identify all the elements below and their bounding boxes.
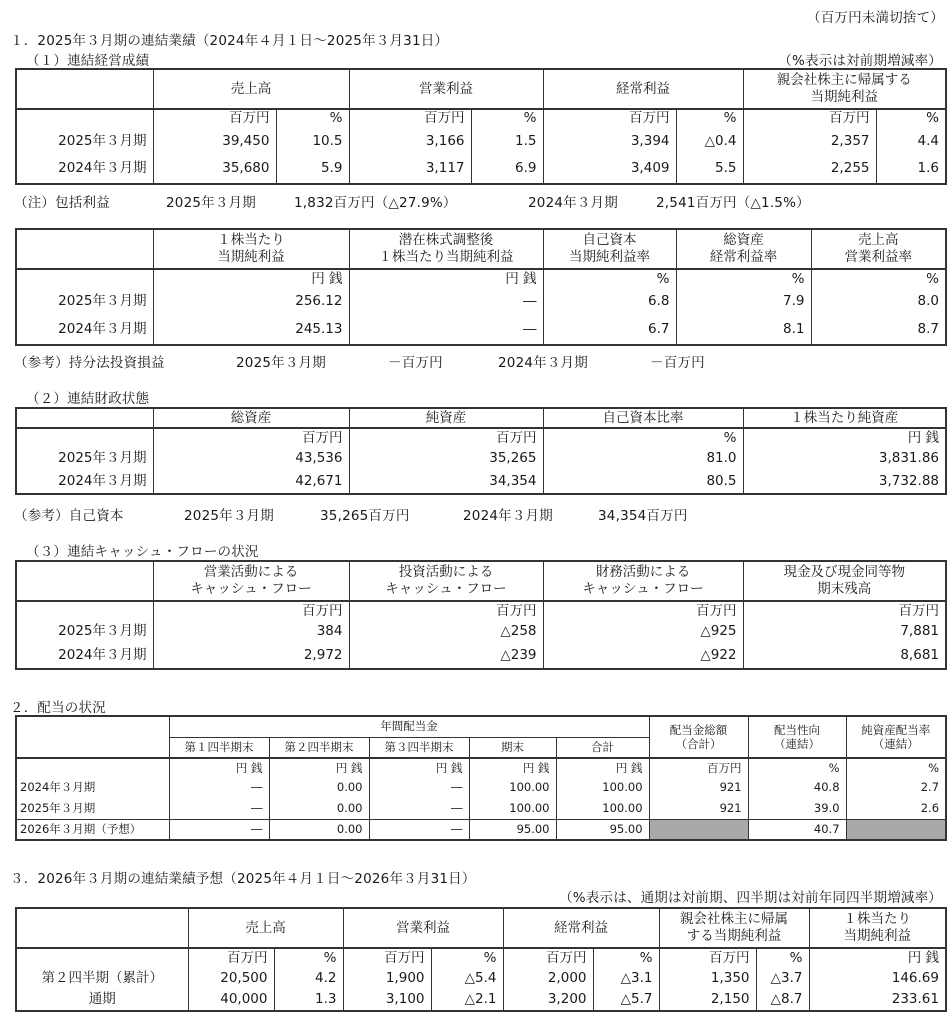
comprehensive-income-period1: 2025年３月期 xyxy=(166,195,256,211)
header-forecast-net-income xyxy=(659,908,809,948)
value-cell: 81.0 xyxy=(543,448,743,470)
header-investing-cf-line1: 投資活動による xyxy=(398,564,494,581)
value-cell: 100.00 xyxy=(469,778,556,798)
unit-cell: 百万円 xyxy=(743,601,946,621)
unit-row-label xyxy=(16,948,188,968)
header-roa-line1: 総資産 xyxy=(723,232,764,249)
value-cell: 39,450 xyxy=(153,128,276,155)
table-row xyxy=(16,448,946,470)
comprehensive-income-period2: 2024年３月期 xyxy=(528,195,618,211)
value-cell: 40.7 xyxy=(748,819,846,840)
section1-sub1-note: （%表示は対前期増減率） xyxy=(778,53,942,69)
section3-title: ３．2026年３月期の連結業績予想（2025年４月１日～2026年３月31日） xyxy=(10,871,476,887)
value-cell: 95.00 xyxy=(556,819,649,840)
value-cell: 245.13 xyxy=(153,315,349,345)
header-payout-ratio xyxy=(748,716,846,758)
value-cell: 1,900 xyxy=(343,968,431,989)
row-label: 2025年３月期 xyxy=(16,289,153,315)
value-cell: 8,681 xyxy=(743,643,946,669)
unit-row-label xyxy=(16,758,169,778)
header-roa-line2: 経常利益率 xyxy=(709,249,778,265)
header-operating-income: 営業利益 xyxy=(349,69,543,109)
unit-cell: % xyxy=(543,428,743,448)
value-cell: △3.1 xyxy=(593,968,659,989)
value-cell: ― xyxy=(169,819,269,840)
value-cell: 34,354 xyxy=(349,470,543,494)
value-cell: ― xyxy=(369,778,469,798)
table-row xyxy=(16,621,946,643)
value-cell: 2,357 xyxy=(743,128,876,155)
unit-cell: 百万円 xyxy=(349,601,543,621)
unit-cell: % xyxy=(543,269,676,289)
corner-cell xyxy=(16,716,169,758)
value-cell: 921 xyxy=(649,798,748,819)
header-equity-ratio: 自己資本比率 xyxy=(543,408,743,428)
comprehensive-income-value2: 2,541百万円（△1.5%） xyxy=(656,195,810,211)
header-total-dividends-line1: 配当金総額 xyxy=(669,722,728,737)
header-operating-margin-line1: 売上高 xyxy=(858,232,899,249)
header-forecast-eps xyxy=(809,908,946,948)
header-total-assets: 総資産 xyxy=(153,408,349,428)
unit-cell: % xyxy=(676,109,743,128)
unit-cell: 円 銭 xyxy=(369,758,469,778)
value-cell: △5.4 xyxy=(431,968,503,989)
value-cell: 3,166 xyxy=(349,128,471,155)
header-forecast-net-income-line2: する当期純利益 xyxy=(686,928,782,944)
value-cell: ― xyxy=(369,819,469,840)
header-operating-cf-line2: キャッシュ・フロー xyxy=(190,581,312,597)
value-cell: ― xyxy=(349,289,543,315)
forecast-table xyxy=(15,907,947,1012)
table-row xyxy=(16,643,946,669)
header-eps-line1: １株当たり xyxy=(217,232,285,249)
unit-cell: 円 銭 xyxy=(743,428,946,448)
value-cell: 40,000 xyxy=(188,989,274,1011)
unit-cell: 百万円 xyxy=(743,109,876,128)
header-diluted-eps-line2: １株当たり当期純利益 xyxy=(378,249,514,265)
equity-ref-period1: 2025年３月期 xyxy=(184,508,274,524)
value-cell: 39.0 xyxy=(748,798,846,819)
value-cell: 35,265 xyxy=(349,448,543,470)
header-forecast-sales: 売上高 xyxy=(188,908,343,948)
value-cell: 2.6 xyxy=(846,798,946,819)
value-cell: 5.9 xyxy=(276,155,349,184)
row-label: 2025年３月期 xyxy=(16,798,169,819)
header-doe xyxy=(846,716,946,758)
unit-cell: % xyxy=(676,269,811,289)
header-forecast-eps-line2: 当期純利益 xyxy=(843,928,911,944)
value-cell: △922 xyxy=(543,643,743,669)
value-cell: 2,972 xyxy=(153,643,349,669)
unit-cell: 百万円 xyxy=(659,948,756,968)
operating-results-table xyxy=(15,68,947,185)
row-label: 2024年３月期 xyxy=(16,470,153,494)
value-cell: 3,200 xyxy=(503,989,593,1011)
value-cell: △2.1 xyxy=(431,989,503,1011)
value-cell: △8.7 xyxy=(756,989,809,1011)
value-cell: ― xyxy=(169,778,269,798)
value-cell: 2,150 xyxy=(659,989,756,1011)
unit-cell: % xyxy=(811,269,946,289)
table-row xyxy=(16,968,946,989)
value-cell: 7,881 xyxy=(743,621,946,643)
header-diluted-eps xyxy=(349,229,543,269)
header-operating-cf-line1: 営業活動による xyxy=(203,564,299,581)
value-cell: 3,117 xyxy=(349,155,471,184)
unit-cell: % xyxy=(756,948,809,968)
value-cell: △925 xyxy=(543,621,743,643)
equity-method-period1: 2025年３月期 xyxy=(236,355,326,371)
header-roa xyxy=(676,229,811,269)
unit-cell: 百万円 xyxy=(188,948,274,968)
value-cell: 921 xyxy=(649,778,748,798)
unit-cell: 百万円 xyxy=(543,601,743,621)
value-cell: 233.61 xyxy=(809,989,946,1011)
value-cell: 8.7 xyxy=(811,315,946,345)
header-eps xyxy=(153,229,349,269)
header-net-income-line2: 当期純利益 xyxy=(810,89,878,105)
value-cell: △239 xyxy=(349,643,543,669)
header-total: 合計 xyxy=(556,737,649,758)
equity-ref-value2: 34,354百万円 xyxy=(598,508,688,524)
value-cell: 146.69 xyxy=(809,968,946,989)
unit-row-label xyxy=(16,269,153,289)
value-cell: 384 xyxy=(153,621,349,643)
row-label: 2025年３月期 xyxy=(16,128,153,155)
unit-cell: % xyxy=(274,948,343,968)
unit-cell: % xyxy=(593,948,659,968)
header-q2-end: 第２四半期末 xyxy=(269,737,369,758)
table-row xyxy=(16,470,946,494)
header-roe-line2: 当期純利益率 xyxy=(569,249,650,265)
table-row xyxy=(16,289,946,315)
value-cell: 3,732.88 xyxy=(743,470,946,494)
header-investing-cf xyxy=(349,561,543,601)
header-cash-balance xyxy=(743,561,946,601)
shaded-cell xyxy=(846,819,946,840)
comprehensive-income-label: （注）包括利益 xyxy=(14,195,110,211)
table-row xyxy=(16,155,946,184)
per-share-ratios-table xyxy=(15,228,947,346)
header-q3-end: 第３四半期末 xyxy=(369,737,469,758)
unit-cell: 百万円 xyxy=(543,109,676,128)
row-label: 2024年３月期 xyxy=(16,315,153,345)
equity-ref-value1: 35,265百万円 xyxy=(320,508,410,524)
unit-cell: 円 銭 xyxy=(169,758,269,778)
header-total-dividends-line2: （合計） xyxy=(675,737,722,751)
header-financing-cf-line2: キャッシュ・フロー xyxy=(582,581,704,597)
value-cell: 2,255 xyxy=(743,155,876,184)
header-financing-cf-line1: 財務活動による xyxy=(595,564,691,581)
unit-cell: 円 銭 xyxy=(469,758,556,778)
corner-cell xyxy=(16,908,188,948)
unit-cell: 百万円 xyxy=(153,428,349,448)
value-cell: 42,671 xyxy=(153,470,349,494)
value-cell: △3.7 xyxy=(756,968,809,989)
unit-row-label xyxy=(16,109,153,128)
value-cell: 1,350 xyxy=(659,968,756,989)
value-cell: 2,000 xyxy=(503,968,593,989)
unit-note: （百万円未満切捨て） xyxy=(807,10,944,26)
value-cell: 2.7 xyxy=(846,778,946,798)
value-cell: 8.1 xyxy=(676,315,811,345)
shaded-cell xyxy=(649,819,748,840)
unit-cell: % xyxy=(846,758,946,778)
header-bps: １株当たり純資産 xyxy=(743,408,946,428)
unit-cell: 百万円 xyxy=(649,758,748,778)
header-annual-dividends: 年間配当金 xyxy=(169,716,649,737)
value-cell: 4.2 xyxy=(274,968,343,989)
section1-title: １．2025年３月期の連結業績（2024年４月１日～2025年３月31日） xyxy=(10,33,449,49)
header-payout-ratio-line2: （連結） xyxy=(774,737,821,751)
value-cell: 80.5 xyxy=(543,470,743,494)
header-q1-end: 第１四半期末 xyxy=(169,737,269,758)
header-forecast-ordinary-income: 経常利益 xyxy=(503,908,659,948)
row-label: 第２四半期（累計） xyxy=(16,968,188,989)
row-label: 2024年３月期 xyxy=(16,155,153,184)
section2-title: ２．配当の状況 xyxy=(10,700,106,716)
header-operating-margin-line2: 営業利益率 xyxy=(844,249,912,265)
corner-cell xyxy=(16,229,153,269)
table-row xyxy=(16,778,946,798)
value-cell: 8.0 xyxy=(811,289,946,315)
value-cell: 10.5 xyxy=(276,128,349,155)
header-forecast-net-income-line1: 親会社株主に帰属 xyxy=(680,911,788,928)
table-row xyxy=(16,798,946,819)
row-label: 2024年３月期 xyxy=(16,778,169,798)
header-roe-line1: 自己資本 xyxy=(582,232,637,249)
header-net-income-line1: 親会社株主に帰属する xyxy=(776,72,912,89)
value-cell: 1.5 xyxy=(471,128,543,155)
unit-cell: 百万円 xyxy=(153,601,349,621)
unit-cell: % xyxy=(276,109,349,128)
row-label: 通期 xyxy=(16,989,188,1011)
row-label: 2025年３月期 xyxy=(16,448,153,470)
header-cash-balance-line2: 期末残高 xyxy=(817,581,872,597)
value-cell: ― xyxy=(169,798,269,819)
cash-flow-table xyxy=(15,560,947,670)
unit-cell: 百万円 xyxy=(349,109,471,128)
header-doe-line2: （連結） xyxy=(872,737,919,751)
header-net-assets: 純資産 xyxy=(349,408,543,428)
corner-cell xyxy=(16,69,153,109)
row-label: 2025年３月期 xyxy=(16,621,153,643)
unit-cell: 百万円 xyxy=(349,428,543,448)
unit-row-label xyxy=(16,428,153,448)
header-sales: 売上高 xyxy=(153,69,349,109)
header-total-dividends xyxy=(649,716,748,758)
table-row xyxy=(16,315,946,345)
financial-position-title: （２）連結財政状態 xyxy=(26,391,150,407)
value-cell: 40.8 xyxy=(748,778,846,798)
header-forecast-eps-line1: １株当たり xyxy=(843,911,911,928)
comprehensive-income-value1: 1,832百万円（△27.9%） xyxy=(294,195,457,211)
header-financing-cf xyxy=(543,561,743,601)
section1-sub1-title: （１）連結経営成績 xyxy=(26,53,150,69)
value-cell: 256.12 xyxy=(153,289,349,315)
header-investing-cf-line2: キャッシュ・フロー xyxy=(385,581,507,597)
value-cell: 6.7 xyxy=(543,315,676,345)
value-cell: 0.00 xyxy=(269,778,369,798)
value-cell: 3,394 xyxy=(543,128,676,155)
value-cell: 4.4 xyxy=(876,128,946,155)
equity-ref-label: （参考）自己資本 xyxy=(14,508,124,524)
corner-cell xyxy=(16,408,153,428)
header-diluted-eps-line1: 潜在株式調整後 xyxy=(398,232,494,249)
unit-cell: 円 銭 xyxy=(809,948,946,968)
header-doe-line1: 純資産配当率 xyxy=(861,722,931,737)
header-payout-ratio-line1: 配当性向 xyxy=(774,722,821,737)
value-cell: 6.8 xyxy=(543,289,676,315)
unit-cell: 円 銭 xyxy=(153,269,349,289)
value-cell: 1.3 xyxy=(274,989,343,1011)
equity-ref-period2: 2024年３月期 xyxy=(463,508,553,524)
equity-method-value1: －百万円 xyxy=(388,355,443,371)
unit-cell: 円 銭 xyxy=(349,269,543,289)
dividends-table xyxy=(15,715,947,841)
unit-cell: 百万円 xyxy=(153,109,276,128)
header-forecast-operating-income: 営業利益 xyxy=(343,908,503,948)
financial-position-table xyxy=(15,407,947,495)
equity-method-label: （参考）持分法投資損益 xyxy=(14,355,165,371)
header-eps-line2: 当期純利益 xyxy=(217,249,285,265)
header-year-end: 期末 xyxy=(469,737,556,758)
row-label: 2026年３月期（予想） xyxy=(16,819,169,840)
value-cell: 6.9 xyxy=(471,155,543,184)
unit-cell: % xyxy=(876,109,946,128)
value-cell: 20,500 xyxy=(188,968,274,989)
unit-cell: % xyxy=(431,948,503,968)
value-cell: △5.7 xyxy=(593,989,659,1011)
header-operating-margin xyxy=(811,229,946,269)
value-cell: ― xyxy=(369,798,469,819)
table-row xyxy=(16,128,946,155)
row-label: 2024年３月期 xyxy=(16,643,153,669)
header-roe xyxy=(543,229,676,269)
cash-flow-title: （３）連結キャッシュ・フローの状況 xyxy=(26,544,259,560)
unit-cell: 円 銭 xyxy=(269,758,369,778)
value-cell: 95.00 xyxy=(469,819,556,840)
value-cell: 0.00 xyxy=(269,798,369,819)
equity-method-period2: 2024年３月期 xyxy=(498,355,588,371)
header-net-income xyxy=(743,69,946,109)
value-cell: ― xyxy=(349,315,543,345)
value-cell: 3,831.86 xyxy=(743,448,946,470)
value-cell: 7.9 xyxy=(676,289,811,315)
corner-cell xyxy=(16,561,153,601)
header-cash-balance-line1: 現金及び現金同等物 xyxy=(783,564,905,581)
value-cell: 0.00 xyxy=(269,819,369,840)
unit-cell: 円 銭 xyxy=(556,758,649,778)
value-cell: 43,536 xyxy=(153,448,349,470)
section3-note: （%表示は、通期は対前期、四半期は対前年同四半期増減率） xyxy=(559,890,942,906)
value-cell: △0.4 xyxy=(676,128,743,155)
value-cell: 5.5 xyxy=(676,155,743,184)
unit-row-label xyxy=(16,601,153,621)
value-cell: 100.00 xyxy=(556,798,649,819)
value-cell: △258 xyxy=(349,621,543,643)
value-cell: 3,100 xyxy=(343,989,431,1011)
table-row xyxy=(16,819,946,840)
unit-cell: % xyxy=(748,758,846,778)
value-cell: 100.00 xyxy=(556,778,649,798)
unit-cell: 百万円 xyxy=(343,948,431,968)
value-cell: 1.6 xyxy=(876,155,946,184)
value-cell: 100.00 xyxy=(469,798,556,819)
equity-method-value2: －百万円 xyxy=(650,355,705,371)
unit-cell: % xyxy=(471,109,543,128)
header-operating-cf xyxy=(153,561,349,601)
unit-cell: 百万円 xyxy=(503,948,593,968)
table-row xyxy=(16,989,946,1011)
header-ordinary-income: 経常利益 xyxy=(543,69,743,109)
value-cell: 3,409 xyxy=(543,155,676,184)
value-cell: 35,680 xyxy=(153,155,276,184)
